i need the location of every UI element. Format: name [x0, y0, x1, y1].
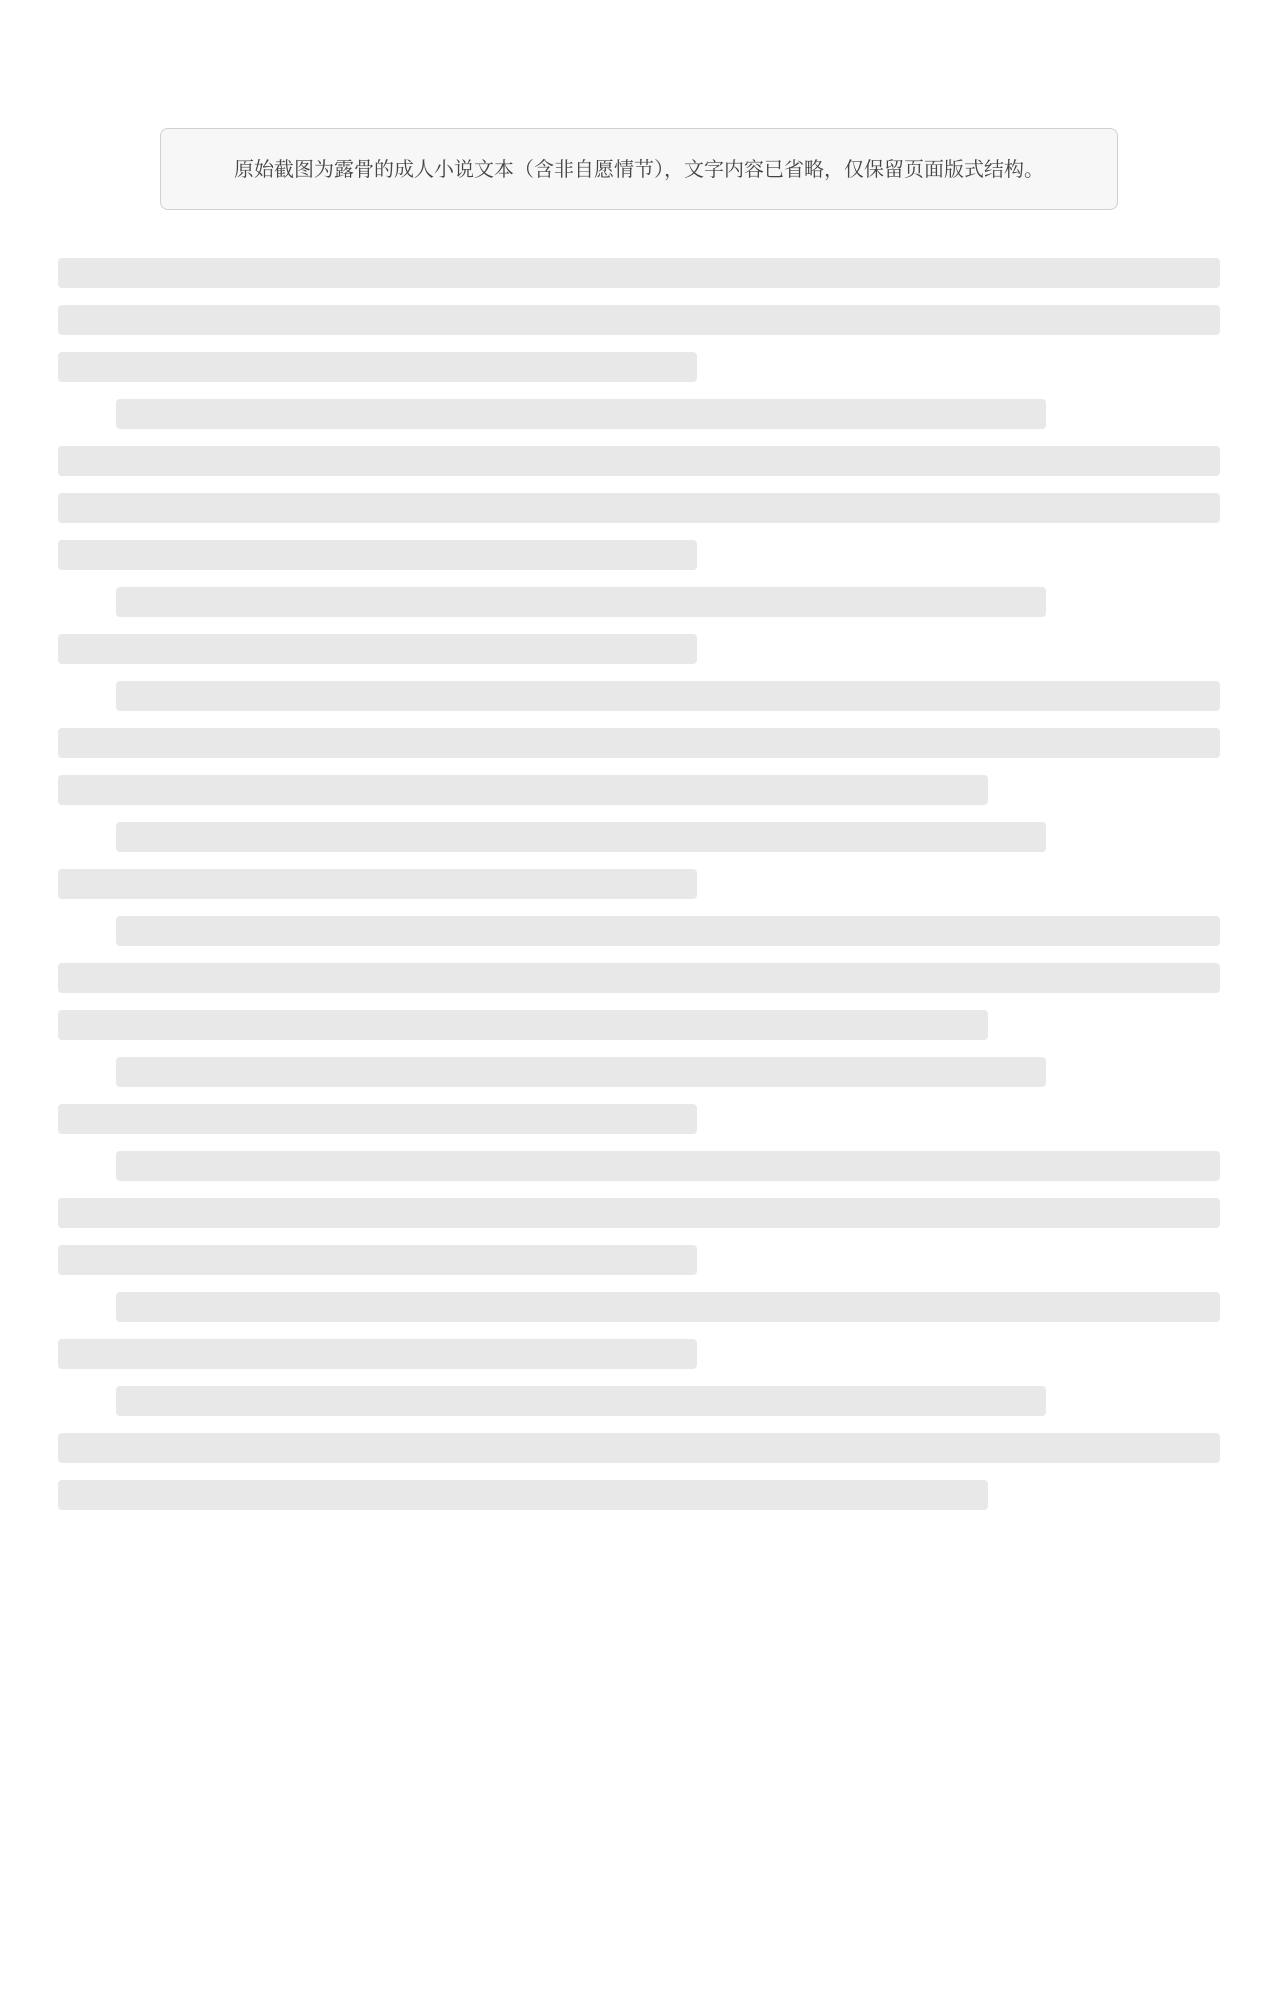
redacted-paragraph [58, 916, 1220, 1040]
redacted-paragraph [58, 258, 1220, 382]
redacted-text-line [58, 1339, 697, 1369]
redacted-text-line [58, 728, 1220, 758]
redacted-text-line [58, 1198, 1220, 1228]
redacted-text-line [58, 869, 697, 899]
redacted-text-line [116, 916, 1220, 946]
redacted-text-line [116, 822, 1046, 852]
redacted-paragraph [58, 681, 1220, 805]
redacted-text-line [58, 963, 1220, 993]
redacted-text-line [116, 1151, 1220, 1181]
redacted-text-line [58, 540, 697, 570]
redacted-paragraph [58, 399, 1220, 570]
redacted-text-line [116, 1386, 1046, 1416]
redacted-text-line [58, 305, 1220, 335]
redacted-paragraph [58, 1292, 1220, 1369]
redacted-text-line [58, 352, 697, 382]
redacted-paragraph [58, 1057, 1220, 1134]
redacted-text-line [58, 446, 1220, 476]
redacted-text-line [58, 258, 1220, 288]
redacted-text-line [116, 1057, 1046, 1087]
redacted-paragraph [58, 1151, 1220, 1275]
redacted-text-line [58, 1010, 988, 1040]
redacted-text-line [58, 1480, 988, 1510]
redacted-paragraph [58, 822, 1220, 899]
redaction-notice: 原始截图为露骨的成人小说文本（含非自愿情节），文字内容已省略，仅保留页面版式结构。 [160, 128, 1118, 210]
redacted-text-line [58, 1433, 1220, 1463]
redacted-text-line [116, 681, 1220, 711]
redacted-paragraph [58, 587, 1220, 664]
redacted-text-line [58, 775, 988, 805]
redacted-text-line [116, 399, 1046, 429]
redacted-text-line [58, 493, 1220, 523]
redacted-text-line [58, 1245, 697, 1275]
redacted-text-line [58, 634, 697, 664]
redacted-text-line [116, 1292, 1220, 1322]
redacted-text-line [58, 1104, 697, 1134]
redacted-paragraph [58, 1386, 1220, 1510]
redacted-text-line [116, 587, 1046, 617]
